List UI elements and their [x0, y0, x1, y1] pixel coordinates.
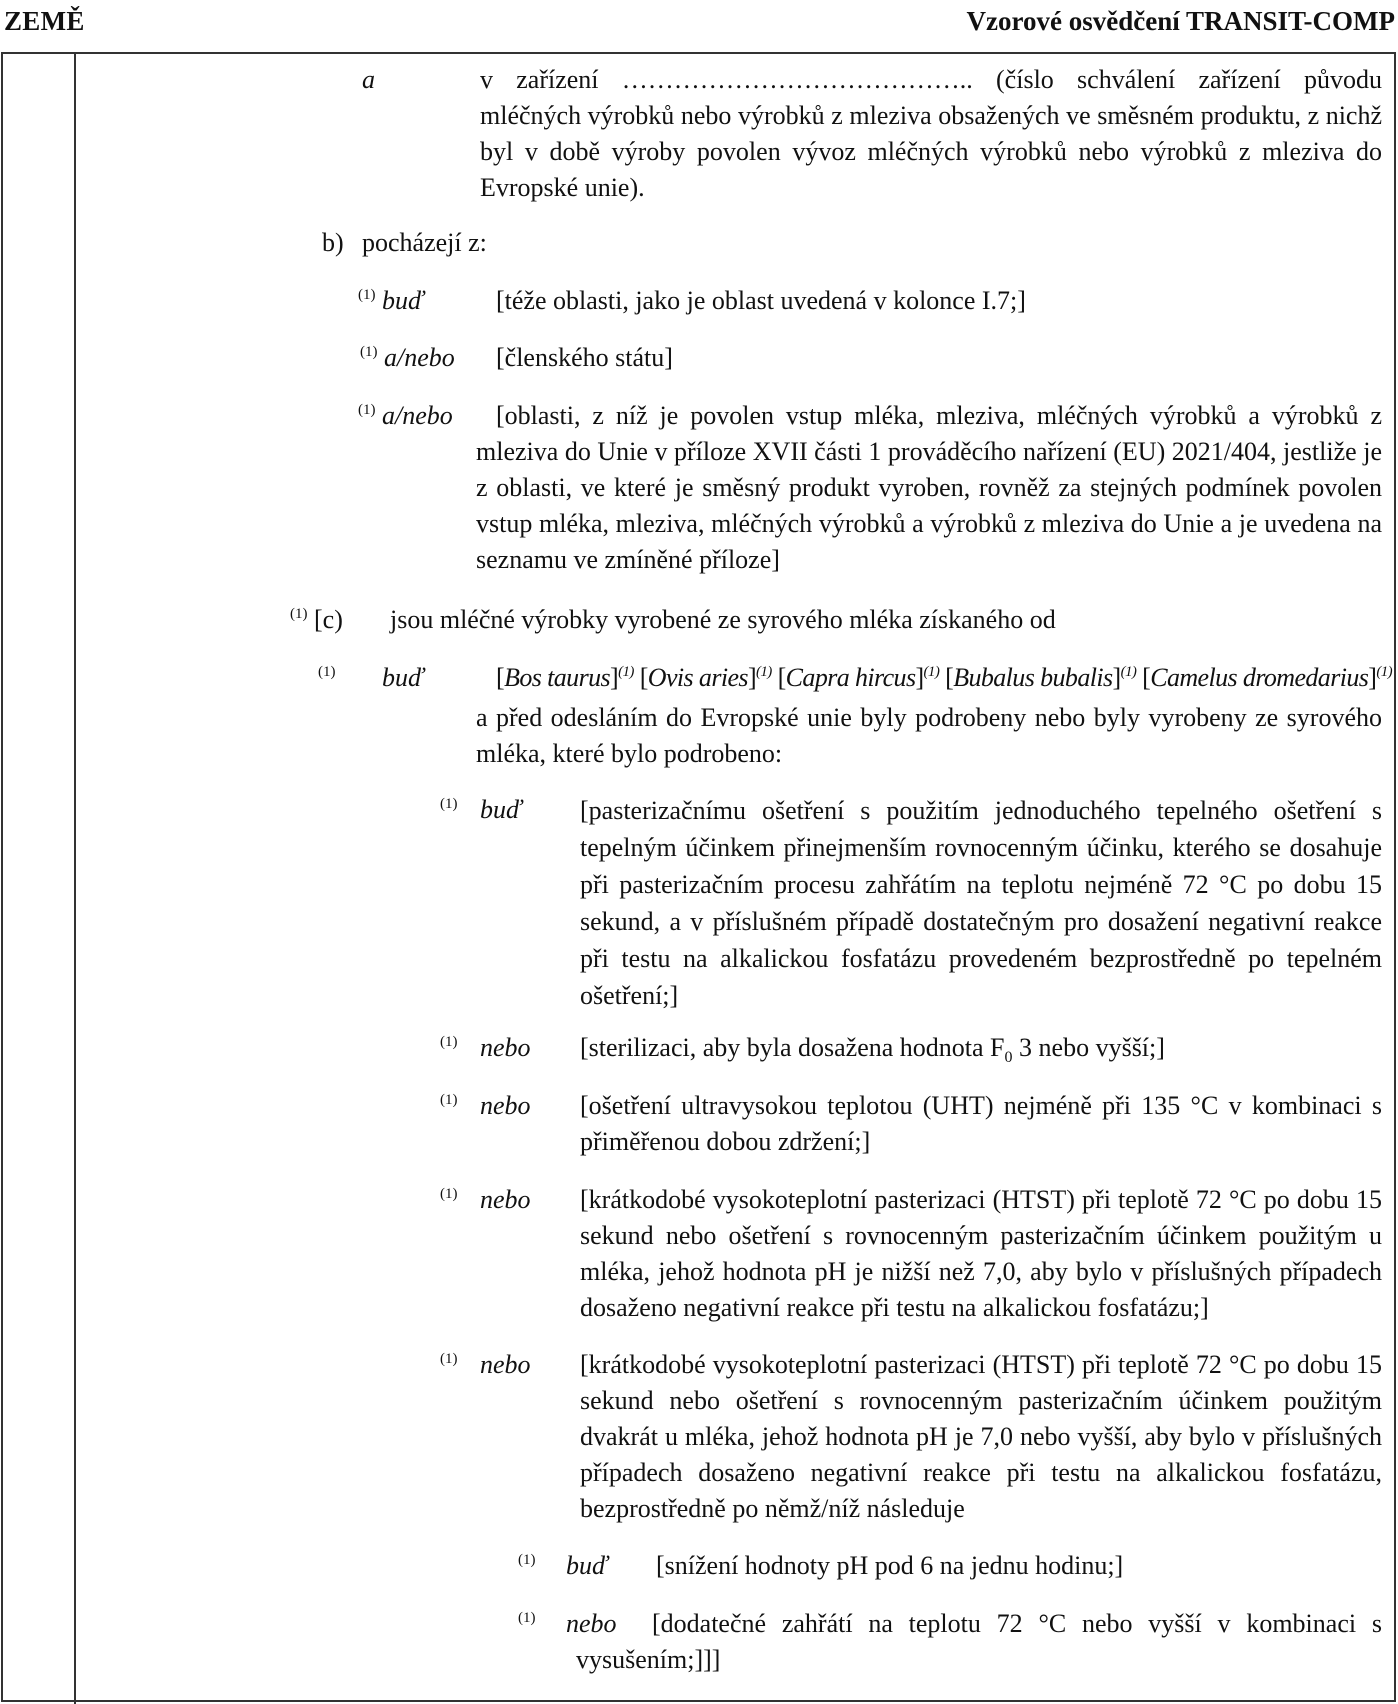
header-country: ZEMĚ [4, 6, 85, 36]
species-keyword: buď [382, 663, 424, 692]
option-b1-text: [téže oblasti, jako je oblast uvedená v kolonce I.7;] [496, 286, 1026, 315]
item-a-label: a [362, 65, 375, 94]
option-b1-key: $^{(1)}$ buď [358, 286, 424, 315]
treatment-5-key: $^{(1)}$ nebo [440, 1350, 531, 1379]
item-c-text: jsou mléčné výrobky vyrobené ze syrového mléka získaného od [390, 605, 1056, 634]
footnote-mark: (1) [440, 1351, 458, 1367]
footnote-mark: (1) [618, 664, 634, 680]
footnote-mark: (1) [360, 344, 378, 360]
treatment-2-text: [sterilizaci, aby byla dosažena hodnota $F_0$ 3 nebo vyšší;] [580, 1033, 1165, 1066]
item-c-label: $^{(1)}$ [c) [290, 605, 343, 634]
treatment-2-key: $^{(1)}$ nebo [440, 1033, 531, 1062]
sub-option-1-text: [snížení hodnoty pH pod 6 na jednu hodinu;] [656, 1551, 1124, 1580]
footnote-mark: (1) [923, 664, 940, 680]
page-header [0, 0, 1398, 50]
species-list: [Bos taurus]$^{(1)}$ [Ovis aries]$^{(1)}$ [Capra hircus]$^{(1)}$ [Bubalus bubalis]$^{(1)}$ [Camelus dromedarius]$^{(1)}$ [496, 663, 1393, 692]
species-block [476, 660, 1393, 772]
option-b2-text: [členského státu] [496, 343, 673, 372]
item-a-text: v zařízení ………………………………….. (číslo schválení zařízení původu mléčných výrobků nebo výrobků z mleziva obsažených ve směsném produktu, z nichž byl v době výroby povolen vývoz mléčných výrobků nebo výrobků z mleziva do Evropské unie). [480, 65, 1382, 202]
footnote-mark: (1) [358, 402, 376, 418]
treatment-1-key: $^{(1)}$ buď [440, 795, 522, 824]
footnote-mark: (1) [518, 1552, 536, 1568]
header-title: Vzorové osvědčení TRANSIT-COMP [966, 6, 1395, 36]
treatment-4-key: $^{(1)}$ nebo [440, 1185, 531, 1214]
sub-option-2-text: [dodatečné zahřátí na teplotu 72 °C nebo vyšší v kombinaci s vysušením;]]] [576, 1609, 1382, 1674]
column-divider [74, 52, 76, 1704]
sub-option-2-key: $^{(1)}$ nebo [518, 1609, 617, 1638]
footnote-mark: (1) [440, 1092, 458, 1108]
option-b2-key: $^{(1)}$ a/nebo [360, 343, 455, 372]
treatment-4-text: [krátkodobé vysokoteplotní pasterizaci (HTST) při teplotě 72 °C po dobu 15 sekund nebo ošetření s rovnocenným pasterizačním účinkem použitým u mléka, jehož hodnota pH je nižší než 7,0, aby bylo v příslušných případech dosaženo negativní reakce při testu na alkalickou fosfatázu;] [580, 1185, 1382, 1322]
footnote-mark: (1) [358, 287, 376, 303]
footnote-mark: (1) [440, 1034, 458, 1050]
item-b-label: b) [322, 228, 344, 257]
treatment-3-key: $^{(1)}$ nebo [440, 1091, 531, 1120]
item-b-text: pocházejí z: [362, 228, 487, 257]
treatment-1-text: [pasterizačnímu ošetření s použitím jednoduchého tepelného ošetření s tepelným účinkem přinejmenším rovnocenným účinku, kterého se dosahuje při pasterizačním procesu zahřátím na teplotu nejméně 72 °C po dobu 15 sekund, a v příslušném případě dostatečným pro dosažení negativní reakce při testu na alkalickou fosfatázu provedeném bezprostředně po tepelném ošetření;] [580, 796, 1382, 1010]
footnote-mark: (1) [440, 1186, 458, 1202]
footnote-mark: (1) [1376, 664, 1393, 680]
treatment-5-text: [krátkodobé vysokoteplotní pasterizaci (HTST) při teplotě 72 °C po dobu 15 sekund nebo ošetření s rovnocenným pasterizačním účinkem použitým dvakrát u mléka, jehož hodnota pH je 7,0 nebo vyšší, aby bylo v příslušných případech dosaženo negativní reakce při testu na alkalickou fosfatázu, bezprostředně po němž/níž následuje [580, 1350, 1382, 1523]
option-b3-text: [oblasti, z níž je povolen vstup mléka, mleziva, mléčných výrobků a výrobků z mleziva do Unie v příloze XVII části 1 prováděcího nařízení (EU) 2021/404, jestliže je z oblasti, ve které je směsný produkt vyroben, rovněž za stejných podmínek povolen vstup mléka, mleziva, mléčných výrobků a výrobků z mleziva do Unie a je uvedena na seznamu ve zmíněné příloze] [476, 401, 1382, 574]
footnote-mark: (1) [318, 664, 336, 680]
footnote-mark: (1) [1120, 664, 1137, 680]
footnote-mark: (1) [440, 796, 458, 812]
treatment-3-text: [ošetření ultravysokou teplotou (UHT) nejméně při 135 °C v kombinaci s přiměřenou dobou zdržení;] [580, 1091, 1382, 1156]
footnote-mark: (1) [756, 664, 772, 680]
footnote-mark: (1) [290, 606, 308, 622]
footnote-mark: (1) [518, 1610, 536, 1626]
option-b3-key: $^{(1)}$ a/nebo [358, 401, 453, 430]
species-text: a před odesláním do Evropské unie byly podrobeny nebo byly vyrobeny ze syrového mléka, které bylo podrobeno: [476, 703, 1382, 768]
species-footnote [318, 660, 336, 700]
sub-option-1-key: $^{(1)}$ buď [518, 1551, 608, 1580]
